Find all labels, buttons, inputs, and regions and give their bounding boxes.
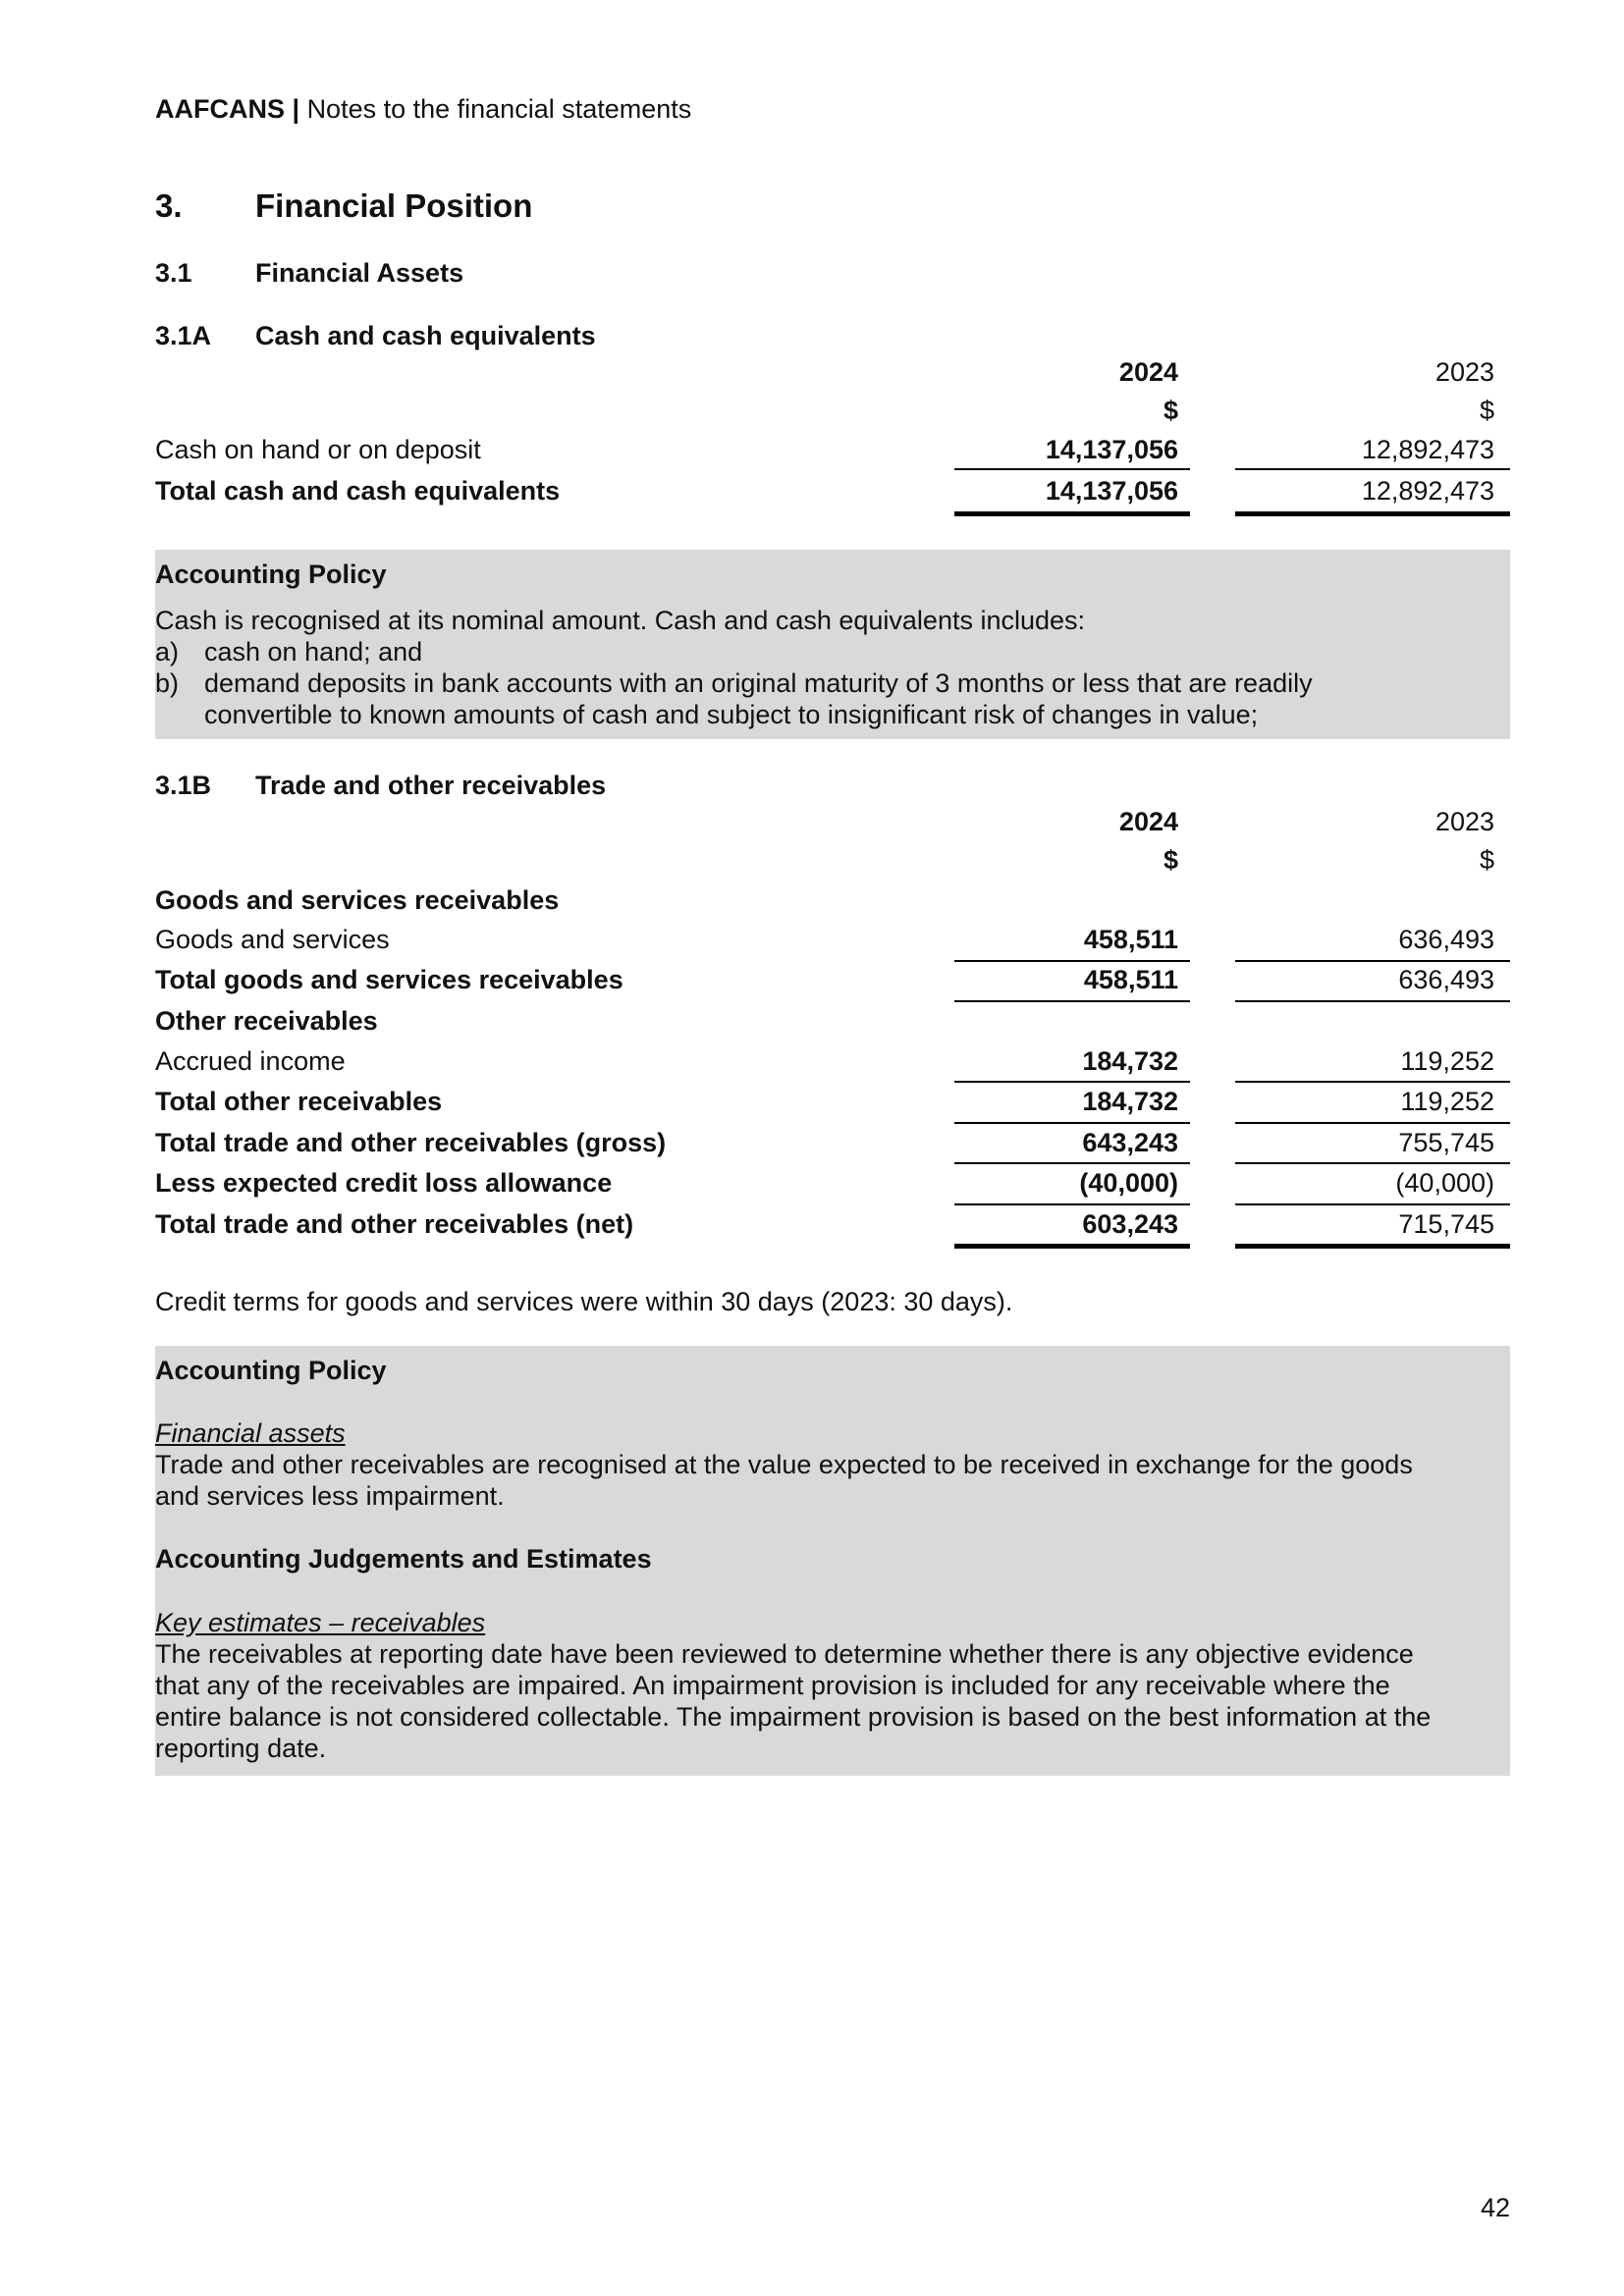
subtotal-rule-2023: [1235, 1203, 1510, 1205]
judgements-title: Accounting Judgements and Estimates: [155, 1544, 652, 1574]
row-label: Less expected credit loss allowance: [155, 1168, 613, 1198]
policy-item-a: cash on hand; and: [204, 637, 423, 667]
table-row-total: [155, 1128, 1510, 1167]
judgements-subheading: Key estimates – receivables: [155, 1608, 486, 1637]
row-label: Total cash and cash equivalents: [155, 476, 561, 506]
section-heading: [155, 187, 532, 225]
page-number: 42: [1480, 2193, 1510, 2222]
note-number: 3.1B: [155, 771, 212, 800]
subtotal-rule-2023: [1235, 1081, 1510, 1083]
value-2023: 12,892,473: [1361, 476, 1494, 506]
col-currency-2024: $: [1163, 845, 1178, 875]
judgements-text-line: The receivables at reporting date have been reviewed to determine whether there is any objective evidence: [155, 1639, 1414, 1669]
subtotal-rule-2023: [1235, 1122, 1510, 1124]
value-2024: 184,732: [1082, 1087, 1178, 1116]
note-heading-3-1b: [155, 771, 606, 801]
row-label: Cash on hand or on deposit: [155, 435, 481, 464]
policy-title: Accounting Policy: [155, 1356, 387, 1385]
section-number: 3.: [155, 187, 183, 224]
value-2024: 184,732: [1082, 1046, 1178, 1076]
row-label: Total trade and other receivables (gross): [155, 1128, 667, 1157]
policy-intro: Cash is recognised at its nominal amount. Cash and cash equivalents includes:: [155, 606, 1086, 635]
value-2023: 636,493: [1398, 965, 1494, 994]
policy-item-a-marker: a): [155, 637, 180, 667]
value-2023: 119,252: [1400, 1087, 1494, 1116]
subsection-heading-3-1: [155, 258, 463, 289]
note-title: Cash and cash equivalents: [255, 321, 596, 350]
col-header-2023: 2023: [1435, 357, 1494, 387]
value-2024: (40,000): [1079, 1168, 1178, 1198]
row-label: Total other receivables: [155, 1087, 443, 1116]
col-header-2023: 2023: [1435, 807, 1494, 836]
column-header-currency: [155, 396, 1510, 435]
total-rule-2023: [1235, 511, 1510, 516]
value-2023: 119,252: [1400, 1046, 1494, 1076]
table-row: [155, 925, 1510, 964]
subtotal-rule-2024: [954, 960, 1190, 962]
policy-item-b-line1: demand deposits in bank accounts with an original maturity of 3 months or less that are readily: [204, 668, 1313, 698]
column-header-currency: [155, 845, 1510, 884]
value-2024: 458,511: [1083, 925, 1178, 954]
value-2024: 603,243: [1082, 1209, 1178, 1239]
value-2024: 14,137,056: [1045, 476, 1178, 506]
subtotal-rule-2023: [1235, 1000, 1510, 1002]
policy-text-line: Trade and other receivables are recognised at the value expected to be received in exchange for the goods: [155, 1450, 1413, 1479]
judgements-text-line: reporting date.: [155, 1734, 327, 1763]
policy-text-line: and services less impairment.: [155, 1481, 505, 1511]
policy-item-b-marker: b): [155, 668, 180, 698]
column-header-years: [155, 807, 1510, 846]
note-number: 3.1A: [155, 321, 212, 350]
subtotal-rule-2023: [1235, 960, 1510, 962]
value-2023: 715,745: [1398, 1209, 1494, 1239]
total-rule-2024: [954, 511, 1190, 516]
header-separator: |: [285, 94, 307, 124]
col-currency-2023: $: [1479, 845, 1494, 875]
group-label: Other receivables: [155, 1006, 378, 1036]
subtotal-rule-2024: [954, 1081, 1190, 1083]
policy-title: Accounting Policy: [155, 560, 387, 589]
subtotal-rule-2024: [954, 1203, 1190, 1205]
group-label: Goods and services receivables: [155, 885, 560, 915]
subtotal-rule-2023: [1235, 468, 1510, 470]
subtotal-rule-2024: [954, 1000, 1190, 1002]
page-header: [155, 94, 691, 125]
table-row-total: [155, 1087, 1510, 1126]
row-label: Total goods and services receivables: [155, 965, 623, 994]
col-header-2024: 2024: [1118, 357, 1178, 387]
judgements-text-line: that any of the receivables are impaired. An impairment provision is included for any receivable where the: [155, 1671, 1390, 1700]
row-label: Goods and services: [155, 925, 390, 954]
judgements-text-line: entire balance is not considered collectable. The impairment provision is based on the best information at the: [155, 1702, 1432, 1732]
col-header-2024: 2024: [1118, 807, 1178, 836]
org-name: AAFCANS: [155, 94, 285, 124]
policy-subheading: Financial assets: [155, 1418, 346, 1448]
total-rule-2024: [954, 1244, 1190, 1249]
subtotal-rule-2023: [1235, 1162, 1510, 1164]
value-2024: 643,243: [1082, 1128, 1178, 1157]
note-title: Trade and other receivables: [255, 771, 607, 800]
table-row-total: [155, 476, 1510, 515]
row-label: Total trade and other receivables (net): [155, 1209, 634, 1239]
value-2023: 755,745: [1398, 1128, 1494, 1157]
policy-item-b-line2: convertible to known amounts of cash and subject to insignificant risk of changes in value;: [204, 700, 1259, 729]
total-rule-2023: [1235, 1244, 1510, 1249]
table-row-total: [155, 1209, 1510, 1249]
table-row-total: [155, 965, 1510, 1004]
col-currency-2024: $: [1163, 396, 1178, 425]
row-label: Accrued income: [155, 1046, 346, 1076]
note-heading-3-1a: [155, 321, 596, 351]
accounting-policy-box: [155, 550, 1510, 739]
value-2023: (40,000): [1395, 1168, 1494, 1198]
table-row: [155, 1046, 1510, 1086]
accounting-policy-box: [155, 1346, 1510, 1776]
table-row-total: [155, 1168, 1510, 1207]
group-heading: [155, 885, 1510, 925]
value-2024: 14,137,056: [1045, 435, 1178, 464]
credit-terms-note: Credit terms for goods and services were within 30 days (2023: 30 days).: [155, 1287, 1013, 1316]
subtotal-rule-2024: [954, 468, 1190, 470]
value-2024: 458,511: [1083, 965, 1178, 994]
group-heading: [155, 1006, 1510, 1045]
subtotal-rule-2024: [954, 1122, 1190, 1124]
value-2023: 636,493: [1398, 925, 1494, 954]
section-title: Financial Position: [255, 187, 533, 224]
subtotal-rule-2024: [954, 1162, 1190, 1164]
subsection-number: 3.1: [155, 258, 192, 288]
column-header-years: [155, 357, 1510, 397]
header-subtitle: Notes to the financial statements: [306, 94, 692, 124]
col-currency-2023: $: [1479, 396, 1494, 425]
value-2023: 12,892,473: [1361, 435, 1494, 464]
subsection-title: Financial Assets: [255, 258, 464, 288]
